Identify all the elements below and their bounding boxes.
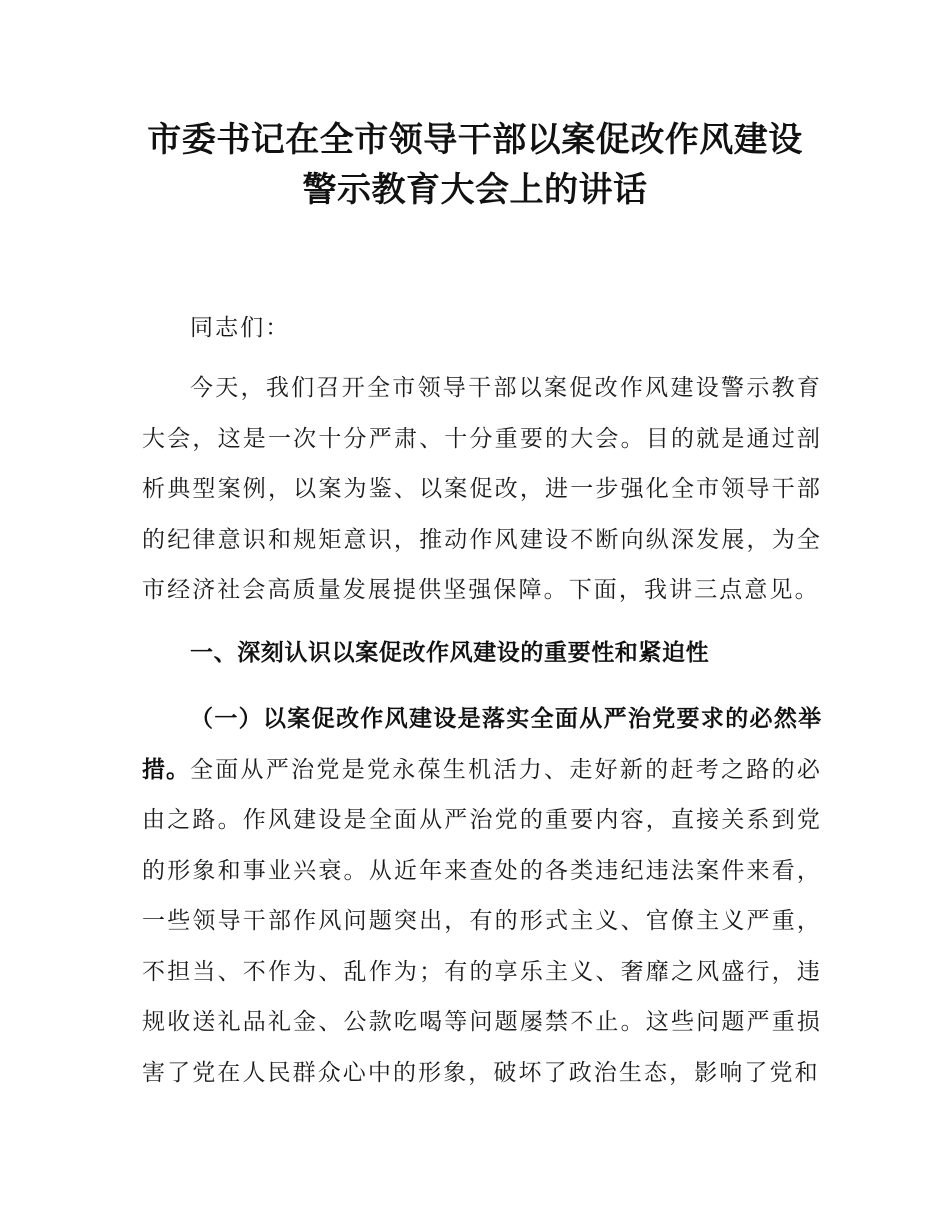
document-title-line1: 市委书记在全市领导干部以案促改作风建设 [147, 120, 803, 160]
document-title-line2: 警示教育大会上的讲话 [302, 170, 648, 210]
subsection-lead-1: （一）以案促改作风建设是落实全面从严治党要求的必然举措。 [142, 706, 822, 783]
subsection-body-1: 全面从严治党是党永葆生机活力、走好新的赶考之路的必由之路。作风建设是全面从严治党的重要内容，直接关系到党的形象和事业兴衰。从近年来查处的各类违纪违法案件来看，一些领导干部作风问题突出，有的形式主义、官僚主义严重，不担当、不作为、乱作为；有的享乐主义、奢靡之风盛行，违规收送礼品礼金、公款吃喝等问题屡禁不止。这些问题严重损害了党在人民群众心中的形象，破坏了政治生态，影响了党和 [142, 756, 822, 1086]
greeting: 同志们： [190, 315, 291, 341]
subsection-paragraph-1 [142, 694, 822, 1098]
section-heading-1: 一、深刻认识以案促改作风建设的重要性和紧迫性 [190, 640, 710, 666]
intro-paragraph: 今天，我们召开全市领导干部以案促改作风建设警示教育大会，这是一次十分严肃、十分重要的大会。目的就是通过剖析典型案例，以案为鉴、以案促改，进一步强化全市领导干部的纪律意识和规矩意识，推动作风建设不断向纵深发展，为全市经济社会高质量发展提供坚强保障。下面，我讲三点意见。 [142, 375, 822, 603]
